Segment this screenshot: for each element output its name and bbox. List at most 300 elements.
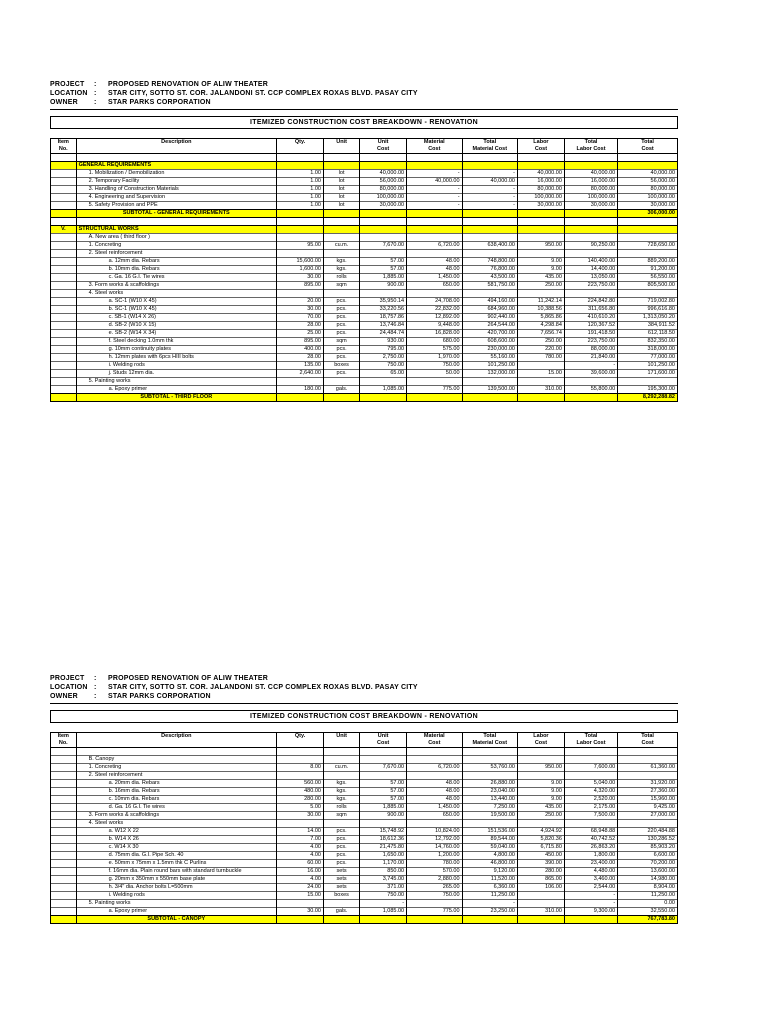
cell-desc: A. New area ( third floor ) (76, 234, 276, 242)
cell-tmc (462, 756, 517, 764)
table-cell (323, 218, 359, 226)
table-cell (51, 394, 77, 402)
cell-tc: 15,960.00 (618, 796, 678, 804)
cell-desc: g. 20mm x 350mm x 550mm base plate (76, 876, 276, 884)
cell-tmc: 748,800.00 (462, 258, 517, 266)
cell-mc: 22,832.00 (407, 306, 462, 314)
table-row (51, 884, 678, 892)
cell-tlc (564, 250, 617, 258)
cell-lc: 80,000.00 (517, 186, 564, 194)
table-cell (51, 748, 77, 756)
cell-lc (517, 378, 564, 386)
cell-unit: sqm (323, 338, 359, 346)
cell-unit (323, 820, 359, 828)
owner-value: STAR PARKS CORPORATION (108, 693, 211, 700)
table-row (51, 242, 678, 250)
cell-unit: gals. (323, 386, 359, 394)
cell-qty: 480.00 (277, 788, 324, 796)
cell-unit: lot (323, 202, 359, 210)
cell-desc: 2. Steel reinforcement (76, 250, 276, 258)
table-cell (323, 916, 359, 924)
cell-item (51, 820, 77, 828)
cost-sheet-1 (50, 80, 678, 402)
cell-desc: 1. Concreting (76, 764, 276, 772)
table-cell (323, 162, 359, 170)
cell-mc: 750.00 (407, 892, 462, 900)
cell-item (51, 844, 77, 852)
column-header-total-labor-cost: Total (564, 139, 617, 147)
column-header-description: Description (76, 733, 276, 741)
colon: : (94, 90, 97, 97)
colon: : (94, 684, 97, 691)
table-cell (51, 210, 77, 218)
table-row (51, 908, 678, 916)
cell-desc: b. 16mm dia. Rebars (76, 788, 276, 796)
cell-tlc: 5,040.00 (564, 780, 617, 788)
table-cell (462, 210, 517, 218)
column-header-material-cost: Material (407, 733, 462, 741)
cell-unit (323, 234, 359, 242)
column-header-total-material-cost: Material Cost (462, 146, 517, 154)
column-header-unit: Unit (323, 139, 359, 147)
cell-tmc: - (462, 900, 517, 908)
column-header-item: No. (51, 146, 77, 154)
table-cell (277, 916, 324, 924)
cell-uc: 371.00 (360, 884, 407, 892)
table-cell (323, 394, 359, 402)
cell-mc: 14,760.00 (407, 844, 462, 852)
cell-uc (360, 290, 407, 298)
cell-mc: 48.00 (407, 258, 462, 266)
cell-qty: 24.00 (277, 884, 324, 892)
cell-uc: 1,085.00 (360, 386, 407, 394)
cell-lc (517, 250, 564, 258)
table-row (51, 836, 678, 844)
cell-mc: 575.00 (407, 346, 462, 354)
cell-item (51, 330, 77, 338)
cell-unit: rolls (323, 804, 359, 812)
table-row (51, 282, 678, 290)
cell-tmc: 4,800.00 (462, 852, 517, 860)
cell-unit: pcs. (323, 314, 359, 322)
cell-lc: 40,000.00 (517, 170, 564, 178)
cell-mc: 6,720.00 (407, 242, 462, 250)
cell-unit: pcs. (323, 844, 359, 852)
cell-desc: a. Epoxy primer (76, 908, 276, 916)
cell-lc: 16,000.00 (517, 178, 564, 186)
cell-uc (360, 820, 407, 828)
cell-unit (323, 756, 359, 764)
cell-unit: lot (323, 178, 359, 186)
table-cell (462, 162, 517, 170)
cell-qty: 1.00 (277, 178, 324, 186)
cell-tc (618, 772, 678, 780)
cell-mc (407, 772, 462, 780)
cell-desc: c. SB-1 (W14 X 26) (76, 314, 276, 322)
cell-tmc: 43,500.00 (462, 274, 517, 282)
sheet-title: ITEMIZED CONSTRUCTION COST BREAKDOWN - RENOVATION (50, 116, 678, 129)
column-header-total-cost: Cost (618, 740, 678, 748)
cell-tlc: 191,418.50 (564, 330, 617, 338)
cell-item (51, 772, 77, 780)
owner-label: OWNER (50, 693, 78, 700)
cell-qty: 30.00 (277, 306, 324, 314)
cell-uc (360, 772, 407, 780)
cell-tc: 14,980.00 (618, 876, 678, 884)
cell-mc: 10,824.00 (407, 828, 462, 836)
column-header-total-labor-cost: Labor Cost (564, 146, 617, 154)
cell-tmc: 139,500.00 (462, 386, 517, 394)
cell-desc: f. 16mm dia. Plain round bars with standard turnbuckle (76, 868, 276, 876)
cell-lc (517, 772, 564, 780)
cell-item (51, 250, 77, 258)
cell-tmc: 7,250.00 (462, 804, 517, 812)
cell-tmc: 26,880.00 (462, 780, 517, 788)
cell-tlc: 4,480.00 (564, 868, 617, 876)
cell-desc: 3. Handling of Construction Materials (76, 186, 276, 194)
cell-unit: pcs. (323, 306, 359, 314)
table-row (51, 298, 678, 306)
table-cell (564, 162, 617, 170)
table-cell (360, 154, 407, 162)
cell-tmc: 581,750.00 (462, 282, 517, 290)
table-row (51, 868, 678, 876)
cell-lc: 865.00 (517, 876, 564, 884)
cell-unit: pcs. (323, 330, 359, 338)
column-header-material-cost: Material (407, 139, 462, 147)
cell-uc: 7,670.00 (360, 764, 407, 772)
cell-desc: a. 20mm dia. Rebars (76, 780, 276, 788)
column-header-total-cost: Total (618, 733, 678, 741)
cell-item (51, 876, 77, 884)
table-row (51, 274, 678, 282)
cell-lc: 100,000.00 (517, 194, 564, 202)
cell-mc: 780.00 (407, 860, 462, 868)
divider (50, 703, 678, 704)
project-info (50, 80, 678, 107)
cell-item (51, 884, 77, 892)
cell-uc: 1,650.00 (360, 852, 407, 860)
cell-uc: 33,220.56 (360, 306, 407, 314)
table-cell (407, 394, 462, 402)
cell-tc: 56,000.00 (618, 178, 678, 186)
cell-unit (323, 290, 359, 298)
table-row (51, 772, 678, 780)
cell-uc: 1,085.00 (360, 908, 407, 916)
table-cell (76, 218, 276, 226)
table-cell (323, 154, 359, 162)
cell-uc: 57.00 (360, 266, 407, 274)
cell-qty: 95.00 (277, 242, 324, 250)
cell-tc: 11,250.00 (618, 892, 678, 900)
cell-qty (277, 378, 324, 386)
cell-uc: 57.00 (360, 258, 407, 266)
table-cell (517, 154, 564, 162)
cell-mc: - (407, 194, 462, 202)
table-row (51, 330, 678, 338)
cell-uc: 2,750.00 (360, 354, 407, 362)
cell-lc: 435.00 (517, 274, 564, 282)
cell-qty (277, 756, 324, 764)
table-cell (360, 210, 407, 218)
table-cell (517, 394, 564, 402)
cell-mc: 570.00 (407, 868, 462, 876)
cell-tlc: 39,600.00 (564, 370, 617, 378)
cell-tlc: 100,000.00 (564, 194, 617, 202)
cell-tmc: 23,250.00 (462, 908, 517, 916)
cost-sheet-2 (50, 674, 678, 924)
cell-tc: 101,250.00 (618, 362, 678, 370)
cell-mc: 12,792.00 (407, 836, 462, 844)
cell-tc: 31,920.00 (618, 780, 678, 788)
section-row (51, 162, 678, 170)
cell-qty: 1,600.00 (277, 266, 324, 274)
table-cell (462, 154, 517, 162)
cell-desc: c. W14 X 30 (76, 844, 276, 852)
table-cell (407, 154, 462, 162)
table-row (51, 266, 678, 274)
project-label: PROJECT (50, 675, 85, 682)
cell-item (51, 274, 77, 282)
cell-lc: 9.00 (517, 258, 564, 266)
cell-desc: d. 75mm dia. G.I. Pipe Sch. 40 (76, 852, 276, 860)
cell-unit (323, 378, 359, 386)
cell-uc: 795.00 (360, 346, 407, 354)
cell-tc (618, 378, 678, 386)
location-label: LOCATION (50, 90, 88, 97)
cell-tc: 889,200.00 (618, 258, 678, 266)
blank-row (51, 748, 678, 756)
cell-item (51, 170, 77, 178)
table-row (51, 362, 678, 370)
cell-uc: 13,746.84 (360, 322, 407, 330)
cost-table (50, 732, 678, 924)
table-cell (360, 394, 407, 402)
cell-tmc: 46,800.00 (462, 860, 517, 868)
cell-lc: 9.00 (517, 266, 564, 274)
cell-lc: 950.00 (517, 242, 564, 250)
cell-qty: 8.00 (277, 764, 324, 772)
cell-item (51, 370, 77, 378)
table-row (51, 844, 678, 852)
cell-tc (618, 290, 678, 298)
cell-unit (323, 900, 359, 908)
cell-tlc: 224,842.80 (564, 298, 617, 306)
cell-desc: 4. Steel works (76, 290, 276, 298)
column-header-material-cost: Cost (407, 740, 462, 748)
cell-lc: 5,865.86 (517, 314, 564, 322)
cell-unit (323, 250, 359, 258)
colon: : (94, 81, 97, 88)
cell-tc: 171,600.00 (618, 370, 678, 378)
cell-lc: 390.00 (517, 860, 564, 868)
cell-tlc: 7,600.00 (564, 764, 617, 772)
cell-uc: 57.00 (360, 788, 407, 796)
cell-tlc: 55,800.00 (564, 386, 617, 394)
column-header-labor-cost: Cost (517, 740, 564, 748)
cell-mc: - (407, 202, 462, 210)
cell-mc: 650.00 (407, 812, 462, 820)
cell-unit: pcs. (323, 860, 359, 868)
cell-lc (517, 756, 564, 764)
cell-tlc: 40,000.00 (564, 170, 617, 178)
cell-mc: 16,828.00 (407, 330, 462, 338)
cell-item (51, 764, 77, 772)
cell-tlc: 13,050.00 (564, 274, 617, 282)
cell-item (51, 868, 77, 876)
cell-unit: kgs. (323, 780, 359, 788)
table-cell (407, 210, 462, 218)
cell-lc (517, 900, 564, 908)
cell-unit: pcs. (323, 298, 359, 306)
subtotal-row (51, 394, 678, 402)
cell-mc (407, 290, 462, 298)
cell-lc: 10,388.56 (517, 306, 564, 314)
cell-tmc: 902,440.00 (462, 314, 517, 322)
table-cell (564, 394, 617, 402)
cell-tmc: 608,600.00 (462, 338, 517, 346)
table-cell (618, 154, 678, 162)
table-cell (360, 162, 407, 170)
table-row (51, 194, 678, 202)
cell-tlc: 40,742.52 (564, 836, 617, 844)
table-row (51, 852, 678, 860)
cell-item (51, 892, 77, 900)
cell-tlc: 2,520.00 (564, 796, 617, 804)
cell-uc: 750.00 (360, 362, 407, 370)
cell-uc: 57.00 (360, 780, 407, 788)
table-cell (618, 162, 678, 170)
cell-qty: 1.00 (277, 170, 324, 178)
cell-qty: 30.00 (277, 274, 324, 282)
cell-tlc: 9,300.00 (564, 908, 617, 916)
cell-qty: 30.00 (277, 812, 324, 820)
table-row (51, 234, 678, 242)
cell-uc: 100,000.00 (360, 194, 407, 202)
cell-qty: 1.00 (277, 194, 324, 202)
owner-label: OWNER (50, 99, 78, 106)
cell-tlc: 410,610.20 (564, 314, 617, 322)
cell-tc: 80,000.00 (618, 186, 678, 194)
cell-tmc: 6,360.00 (462, 884, 517, 892)
cell-desc: h. 3/4" dia. Anchor bolts L=500mm (76, 884, 276, 892)
cell-tmc: 151,536.00 (462, 828, 517, 836)
cell-lc: 9.00 (517, 796, 564, 804)
location-value: STAR CITY, SOTTO ST. COR. JALANDONI ST. CCP COMPLEX ROXAS BLVD. PASAY CITY (108, 90, 418, 97)
column-header-labor-cost: Labor (517, 733, 564, 741)
cell-uc: 3,745.00 (360, 876, 407, 884)
cell-item (51, 346, 77, 354)
cell-qty: 4.00 (277, 844, 324, 852)
table-row (51, 860, 678, 868)
cell-tlc: 1,800.00 (564, 852, 617, 860)
cell-tmc (462, 234, 517, 242)
cell-item (51, 266, 77, 274)
cell-qty: 135.00 (277, 362, 324, 370)
colon: : (94, 99, 97, 106)
table-row (51, 346, 678, 354)
table-row (51, 250, 678, 258)
cell-mc: - (407, 186, 462, 194)
cell-desc: 4. Engineering and Supervision (76, 194, 276, 202)
cell-tmc (462, 820, 517, 828)
cell-tlc: 223,750.00 (564, 282, 617, 290)
table-row (51, 812, 678, 820)
cell-mc: 6,720.00 (407, 764, 462, 772)
cell-desc: 1. Concreting (76, 242, 276, 250)
sheet-title: ITEMIZED CONSTRUCTION COST BREAKDOWN - RENOVATION (50, 710, 678, 723)
cell-unit: lot (323, 186, 359, 194)
cell-uc: 57.00 (360, 796, 407, 804)
cell-unit: sets (323, 868, 359, 876)
cell-tc: 612,118.50 (618, 330, 678, 338)
cell-tlc: 140,400.00 (564, 258, 617, 266)
cell-tmc: 684,960.00 (462, 306, 517, 314)
cell-tc: 1,313,050.20 (618, 314, 678, 322)
cell-mc: 2,880.00 (407, 876, 462, 884)
cell-desc: b. W14 X 26 (76, 836, 276, 844)
cell-item (51, 298, 77, 306)
cell-desc: B. Canopy (76, 756, 276, 764)
cell-uc: 21,475.80 (360, 844, 407, 852)
cell-tlc: 21,840.00 (564, 354, 617, 362)
table-row (51, 322, 678, 330)
cell-unit: lot (323, 194, 359, 202)
cell-desc: 3. Form works & scaffoldings (76, 282, 276, 290)
cell-uc: 18,757.86 (360, 314, 407, 322)
cell-tmc: 420,700.00 (462, 330, 517, 338)
cell-item (51, 378, 77, 386)
cell-mc (407, 378, 462, 386)
cell-item (51, 908, 77, 916)
cell-desc: c. Ga. 16 G.I. Tie wires (76, 274, 276, 282)
cell-lc: 15.00 (517, 370, 564, 378)
column-header-labor-cost: Labor (517, 139, 564, 147)
cell-tc: 61,360.00 (618, 764, 678, 772)
cell-uc: 900.00 (360, 812, 407, 820)
cell-qty: 2,640.00 (277, 370, 324, 378)
cell-tlc: 90,250.00 (564, 242, 617, 250)
cell-tc: 0.00 (618, 900, 678, 908)
table-cell (517, 218, 564, 226)
cell-mc (407, 820, 462, 828)
colon: : (94, 693, 97, 700)
cell-mc: 24,708.00 (407, 298, 462, 306)
cell-tc: 85,903.20 (618, 844, 678, 852)
cell-lc: 30,000.00 (517, 202, 564, 210)
cell-qty: 14.00 (277, 828, 324, 836)
table-cell (517, 162, 564, 170)
cell-desc: a. Epoxy primer (76, 386, 276, 394)
cell-mc: - (407, 170, 462, 178)
cell-unit: pcs. (323, 370, 359, 378)
column-header-qty: Qty. (277, 139, 324, 147)
table-cell (323, 210, 359, 218)
cell-tmc (462, 290, 517, 298)
cell-unit: cu.m. (323, 764, 359, 772)
cell-tmc (462, 772, 517, 780)
table-cell (360, 916, 407, 924)
cell-uc: 80,000.00 (360, 186, 407, 194)
cell-uc: 930.00 (360, 338, 407, 346)
cell-item (51, 322, 77, 330)
cell-item (51, 194, 77, 202)
cell-uc: 850.00 (360, 868, 407, 876)
cell-tc: 100,000.00 (618, 194, 678, 202)
cell-qty: 30.00 (277, 908, 324, 916)
table-row (51, 780, 678, 788)
header-row (51, 139, 678, 147)
